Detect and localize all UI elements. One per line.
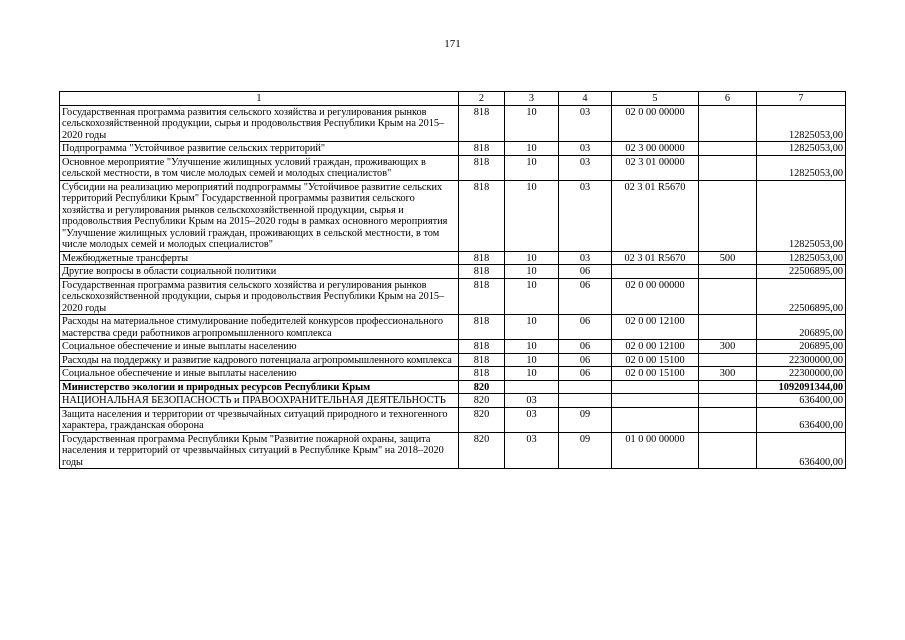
table-row	[60, 278, 846, 315]
section-cell: 10	[505, 315, 559, 340]
subsection-cell: 03	[559, 155, 612, 180]
table-row	[60, 251, 846, 265]
target-article-cell	[612, 407, 699, 432]
subsection-cell	[559, 394, 612, 408]
section-cell: 03	[505, 407, 559, 432]
row-name-cell: Государственная программа развития сельского хозяйства и регулирования рынков сельскохозяйственной продукции, сырья и продовольствия Республики Крым на 2015–2020 годы	[60, 105, 459, 142]
table-row	[60, 432, 846, 469]
row-name-cell: Расходы на поддержку и развитие кадрового потенциала агропромышленного комплекса	[60, 353, 459, 367]
subsection-cell: 06	[559, 367, 612, 381]
expense-type-cell	[699, 394, 757, 408]
subsection-cell: 03	[559, 105, 612, 142]
row-name-cell: Государственная программа развития сельского хозяйства и регулирования рынков сельскохозяйственной продукции, сырья и продовольствия Республики Крым на 2015–2020 годы	[60, 278, 459, 315]
expense-type-cell	[699, 265, 757, 279]
section-cell	[505, 380, 559, 394]
target-article-cell: 01 0 00 00000	[612, 432, 699, 469]
gr-code-cell: 818	[459, 278, 505, 315]
expense-type-cell	[699, 155, 757, 180]
amount-cell: 636400,00	[757, 407, 846, 432]
expense-type-cell	[699, 142, 757, 156]
gr-code-cell: 820	[459, 432, 505, 469]
target-article-cell	[612, 394, 699, 408]
table-row	[60, 142, 846, 156]
gr-code-cell: 820	[459, 394, 505, 408]
table-row	[60, 353, 846, 367]
amount-cell: 1092091344,00	[757, 380, 846, 394]
gr-code-cell: 820	[459, 407, 505, 432]
gr-code-cell: 820	[459, 380, 505, 394]
amount-cell: 636400,00	[757, 432, 846, 469]
expense-type-cell	[699, 278, 757, 315]
subsection-cell: 06	[559, 315, 612, 340]
target-article-cell: 02 3 01 00000	[612, 155, 699, 180]
target-article-cell: 02 3 00 00000	[612, 142, 699, 156]
gr-code-cell: 818	[459, 251, 505, 265]
gr-code-cell: 818	[459, 105, 505, 142]
section-cell: 10	[505, 155, 559, 180]
subsection-cell: 06	[559, 278, 612, 315]
target-article-cell: 02 0 00 15100	[612, 367, 699, 381]
section-cell: 10	[505, 265, 559, 279]
expense-type-cell	[699, 180, 757, 251]
table-row	[60, 315, 846, 340]
subsection-cell: 03	[559, 180, 612, 251]
section-cell: 03	[505, 394, 559, 408]
target-article-cell: 02 3 01 R5670	[612, 180, 699, 251]
section-cell: 10	[505, 340, 559, 354]
row-name-cell: Министерство экологии и природных ресурсов Республики Крым	[60, 380, 459, 394]
gr-code-cell: 818	[459, 353, 505, 367]
section-cell: 10	[505, 251, 559, 265]
amount-cell: 206895,00	[757, 315, 846, 340]
row-name-cell: Межбюджетные трансферты	[60, 251, 459, 265]
table-row	[60, 265, 846, 279]
target-article-cell: 02 0 00 00000	[612, 105, 699, 142]
subsection-cell: 06	[559, 265, 612, 279]
table-row	[60, 155, 846, 180]
target-article-cell: 02 0 00 12100	[612, 340, 699, 354]
section-cell: 03	[505, 432, 559, 469]
header-cell: 3	[505, 92, 559, 106]
row-name-cell: Другие вопросы в области социальной политики	[60, 265, 459, 279]
table-header-row	[60, 92, 846, 106]
page-number: 171	[444, 38, 461, 50]
amount-cell: 12825053,00	[757, 251, 846, 265]
amount-cell: 22506895,00	[757, 278, 846, 315]
gr-code-cell: 818	[459, 315, 505, 340]
amount-cell: 636400,00	[757, 394, 846, 408]
row-name-cell: Основное мероприятие "Улучшение жилищных условий граждан, проживающих в сельской местности, в том числе молодых семей и молодых специалистов"	[60, 155, 459, 180]
table-row	[60, 367, 846, 381]
row-name-cell: Социальное обеспечение и иные выплаты населению	[60, 367, 459, 381]
target-article-cell: 02 0 00 00000	[612, 278, 699, 315]
expense-type-cell	[699, 353, 757, 367]
section-cell: 10	[505, 278, 559, 315]
gr-code-cell: 818	[459, 265, 505, 279]
row-name-cell: Защита населения и территории от чрезвычайных ситуаций природного и техногенного характера, гражданская оборона	[60, 407, 459, 432]
target-article-cell: 02 0 00 15100	[612, 353, 699, 367]
target-article-cell	[612, 380, 699, 394]
subsection-cell: 03	[559, 142, 612, 156]
target-article-cell: 02 0 00 12100	[612, 315, 699, 340]
budget-table	[59, 91, 846, 469]
expense-type-cell: 300	[699, 340, 757, 354]
subsection-cell: 03	[559, 251, 612, 265]
row-name-cell: Социальное обеспечение и иные выплаты населению	[60, 340, 459, 354]
amount-cell: 22506895,00	[757, 265, 846, 279]
header-cell: 2	[459, 92, 505, 106]
row-name-cell: Субсидии на реализацию мероприятий подпрограммы "Устойчивое развитие сельских территорий Республики Крым" Государственной программы развития сельского хозяйства и регулирования рынков сельскохозяйственной продукции, сырья и продовольствия Республики Крым на 2015–2020 годы в рамках основного мероприятия "Улучшение жилищных условий граждан, проживающих в сельской местности, в том числе молодых семей и молодых специалистов"	[60, 180, 459, 251]
gr-code-cell: 818	[459, 142, 505, 156]
amount-cell: 12825053,00	[757, 155, 846, 180]
header-cell: 4	[559, 92, 612, 106]
expense-type-cell	[699, 432, 757, 469]
row-name-cell: Расходы на материальное стимулирование победителей конкурсов профессионального мастерства среди работников агропромышленного комплекса	[60, 315, 459, 340]
section-cell: 10	[505, 367, 559, 381]
expense-type-cell	[699, 380, 757, 394]
gr-code-cell: 818	[459, 340, 505, 354]
expense-type-cell: 500	[699, 251, 757, 265]
row-name-cell: Государственная программа Республики Крым "Развитие пожарной охраны, защита населения и территорий от чрезвычайных ситуаций в Республике Крым" на 2018–2020 годы	[60, 432, 459, 469]
row-name-cell: Подпрограмма "Устойчивое развитие сельских территорий"	[60, 142, 459, 156]
expense-type-cell	[699, 105, 757, 142]
target-article-cell: 02 3 01 R5670	[612, 251, 699, 265]
gr-code-cell: 818	[459, 155, 505, 180]
amount-cell: 12825053,00	[757, 105, 846, 142]
subsection-cell: 06	[559, 340, 612, 354]
header-cell: 7	[757, 92, 846, 106]
subsection-cell	[559, 380, 612, 394]
row-name-cell: НАЦИОНАЛЬНАЯ БЕЗОПАСНОСТЬ и ПРАВООХРАНИТЕЛЬНАЯ ДЕЯТЕЛЬНОСТЬ	[60, 394, 459, 408]
section-cell: 10	[505, 180, 559, 251]
gr-code-cell: 818	[459, 367, 505, 381]
header-cell: 5	[612, 92, 699, 106]
subsection-cell: 09	[559, 407, 612, 432]
table-row	[60, 105, 846, 142]
header-cell: 1	[60, 92, 459, 106]
section-cell: 10	[505, 105, 559, 142]
amount-cell: 22300000,00	[757, 367, 846, 381]
subsection-cell: 09	[559, 432, 612, 469]
table-row	[60, 340, 846, 354]
amount-cell: 206895,00	[757, 340, 846, 354]
table-row	[60, 407, 846, 432]
target-article-cell	[612, 265, 699, 279]
table-row	[60, 380, 846, 394]
amount-cell: 22300000,00	[757, 353, 846, 367]
table-row	[60, 180, 846, 251]
expense-type-cell	[699, 315, 757, 340]
subsection-cell: 06	[559, 353, 612, 367]
gr-code-cell: 818	[459, 180, 505, 251]
expense-type-cell	[699, 407, 757, 432]
section-cell: 10	[505, 142, 559, 156]
table-row	[60, 394, 846, 408]
amount-cell: 12825053,00	[757, 180, 846, 251]
section-cell: 10	[505, 353, 559, 367]
header-cell: 6	[699, 92, 757, 106]
amount-cell: 12825053,00	[757, 142, 846, 156]
expense-type-cell: 300	[699, 367, 757, 381]
